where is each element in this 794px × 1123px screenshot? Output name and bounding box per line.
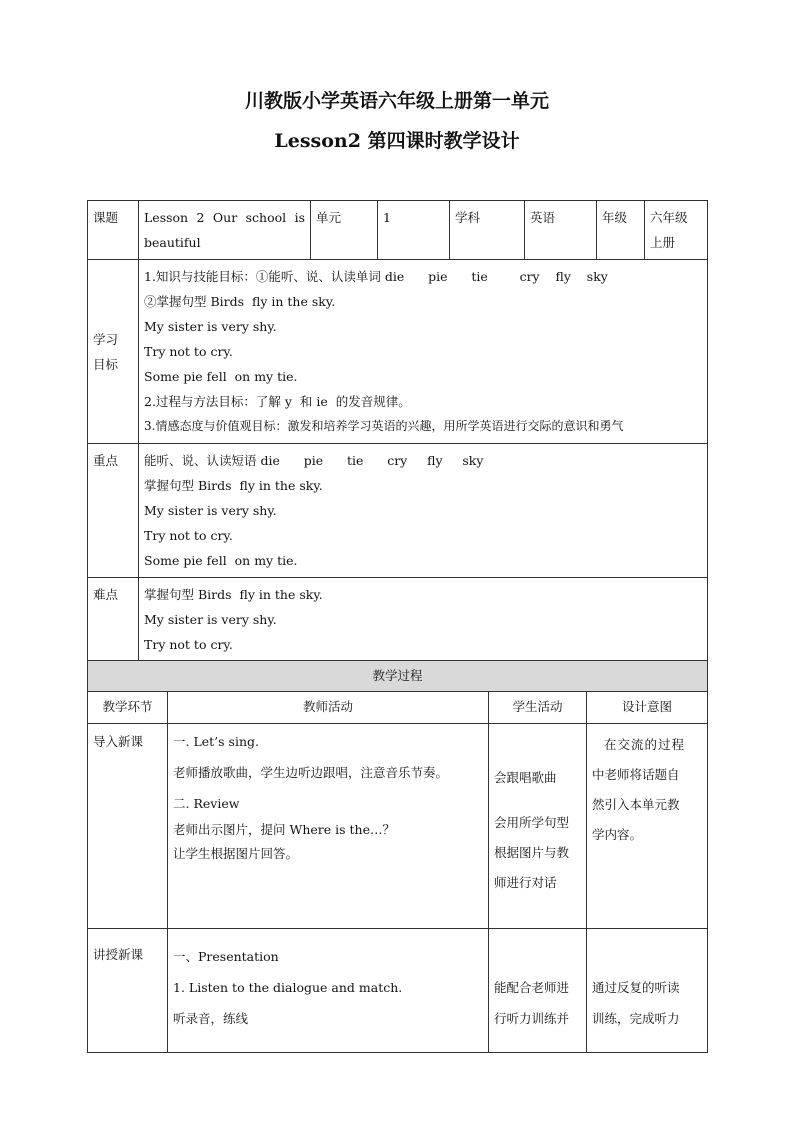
goal-line: 1.知识与技能目标：①能听、说、认读单词 die pie tie cry fly sky [144,269,608,284]
teacher-activity-line: 1. Listen to the dialogue and match. [173,980,403,995]
goals-label-line-2: 目标 [93,356,119,372]
column-header-student [489,692,587,724]
key-points-label: 重点 [93,453,119,468]
teacher-activity-line: 二. Review [173,796,240,811]
difficulty-line: 掌握句型 Birds fly in the sky. [144,587,323,602]
grade-value-cell [645,201,708,260]
unit-label-cell [311,201,378,260]
teaching-process-table [87,660,708,1053]
topic-value-cell [139,201,311,260]
design-intent-line: 在交流的过程 [604,737,686,752]
student-activity-line: 师进行对话 [494,875,557,890]
column-header-label: 教学环节 [102,699,153,714]
teacher-activity-cell [168,724,489,929]
difficulties-label: 难点 [93,587,119,602]
student-activity-line: 行听力训练并 [494,1011,570,1026]
stage-label: 导入新课 [93,734,144,749]
student-activity-cell [489,929,587,1053]
column-header-teacher [168,692,489,724]
goals-content-cell [139,260,708,444]
column-header-label: 学生活动 [512,699,563,714]
table-row [88,724,708,929]
column-header-intent [587,692,708,724]
teacher-activity-line: 一、Presentation [173,949,279,964]
teacher-activity-line: 老师播放歌曲，学生边听边跟唱，注意音乐节奏。 [173,765,449,780]
key-points-content-cell [139,444,708,578]
lesson-info-table [87,200,708,687]
column-header-stage [88,692,168,724]
unit-value: 1 [383,210,391,225]
key-point-line: Try not to cry. [144,528,233,543]
key-points-label-cell [88,444,139,578]
process-header: 教学过程 [372,668,423,683]
student-activity-line: 能配合老师进 [494,980,570,995]
design-intent-cell [587,929,708,1053]
subject-value-cell [525,201,597,260]
topic-label-cell [88,201,139,260]
topic-value-line-2: beautiful [144,235,201,250]
process-header-cell [88,661,708,692]
key-point-line: Some pie fell on my tie. [144,553,298,568]
subject-value: 英语 [530,210,556,225]
design-intent-line: 然引入本单元教 [592,797,680,812]
teacher-activity-line: 听录音，练线 [173,1011,249,1026]
design-intent-cell [587,724,708,929]
student-activity-line: 会用所学句型 [494,815,570,830]
design-intent-line: 中老师将话题自 [592,767,680,782]
grade-label-cell [597,201,645,260]
key-point-line: My sister is very shy. [144,503,277,518]
key-point-line: 掌握句型 Birds fly in the sky. [144,478,323,493]
goal-line: Try not to cry. [144,344,233,359]
difficulty-line: My sister is very shy. [144,612,277,627]
stage-label: 讲授新课 [93,947,144,962]
goal-line: Some pie fell on my tie. [144,369,298,384]
grade-value-line-1: 六年级 [650,210,688,225]
subject-label-cell [450,201,525,260]
design-intent-line: 通过反复的听读 [592,980,680,995]
column-header-label: 教师活动 [302,699,353,714]
grade-value-line-2: 上册 [650,235,676,250]
teacher-activity-line: 一. Let’s sing. [173,734,259,749]
student-activity-line: 根据图片与教 [494,845,570,860]
goals-label-cell [88,260,139,444]
teacher-activity-line: 老师出示图片，提问 Where is the…？ [173,822,395,837]
design-intent-line: 学内容。 [592,827,643,842]
grade-label: 年级 [602,210,628,225]
stage-cell [88,929,168,1053]
design-intent-line: 训练，完成听力 [592,1011,680,1026]
goal-line: My sister is very shy. [144,319,277,334]
goal-line: ②掌握句型 Birds fly in the sky. [144,294,336,309]
table-row [88,929,708,1053]
subject-label: 学科 [455,210,481,225]
teacher-activity-cell [168,929,489,1053]
stage-cell [88,724,168,929]
unit-value-cell [378,201,450,260]
student-activity-cell [489,724,587,929]
goals-label-line-1: 学习 [93,331,119,347]
key-point-line: 能听、说、认读短语 die pie tie cry fly sky [144,453,484,468]
unit-label: 单元 [316,210,342,225]
topic-value-line-1: Lesson 2 Our school is [144,210,305,225]
difficulty-line: Try not to cry. [144,637,233,652]
document-title: 川教版小学英语六年级上册第一单元 [244,90,549,112]
document-subtitle: Lesson2 第四课时教学设计 [274,130,520,152]
column-header-label: 设计意图 [622,699,673,714]
goal-line: 2.过程与方法目标：了解 y 和 ie 的发音规律。 [144,394,411,409]
goal-line: 3.情感态度与价值观目标：激发和培养学习英语的兴趣，用所学英语进行交际的意识和勇气 [144,419,624,433]
student-activity-line: 会跟唱歌曲 [494,770,557,785]
topic-label: 课题 [93,210,119,225]
teacher-activity-line: 让学生根据图片回答。 [173,846,299,861]
